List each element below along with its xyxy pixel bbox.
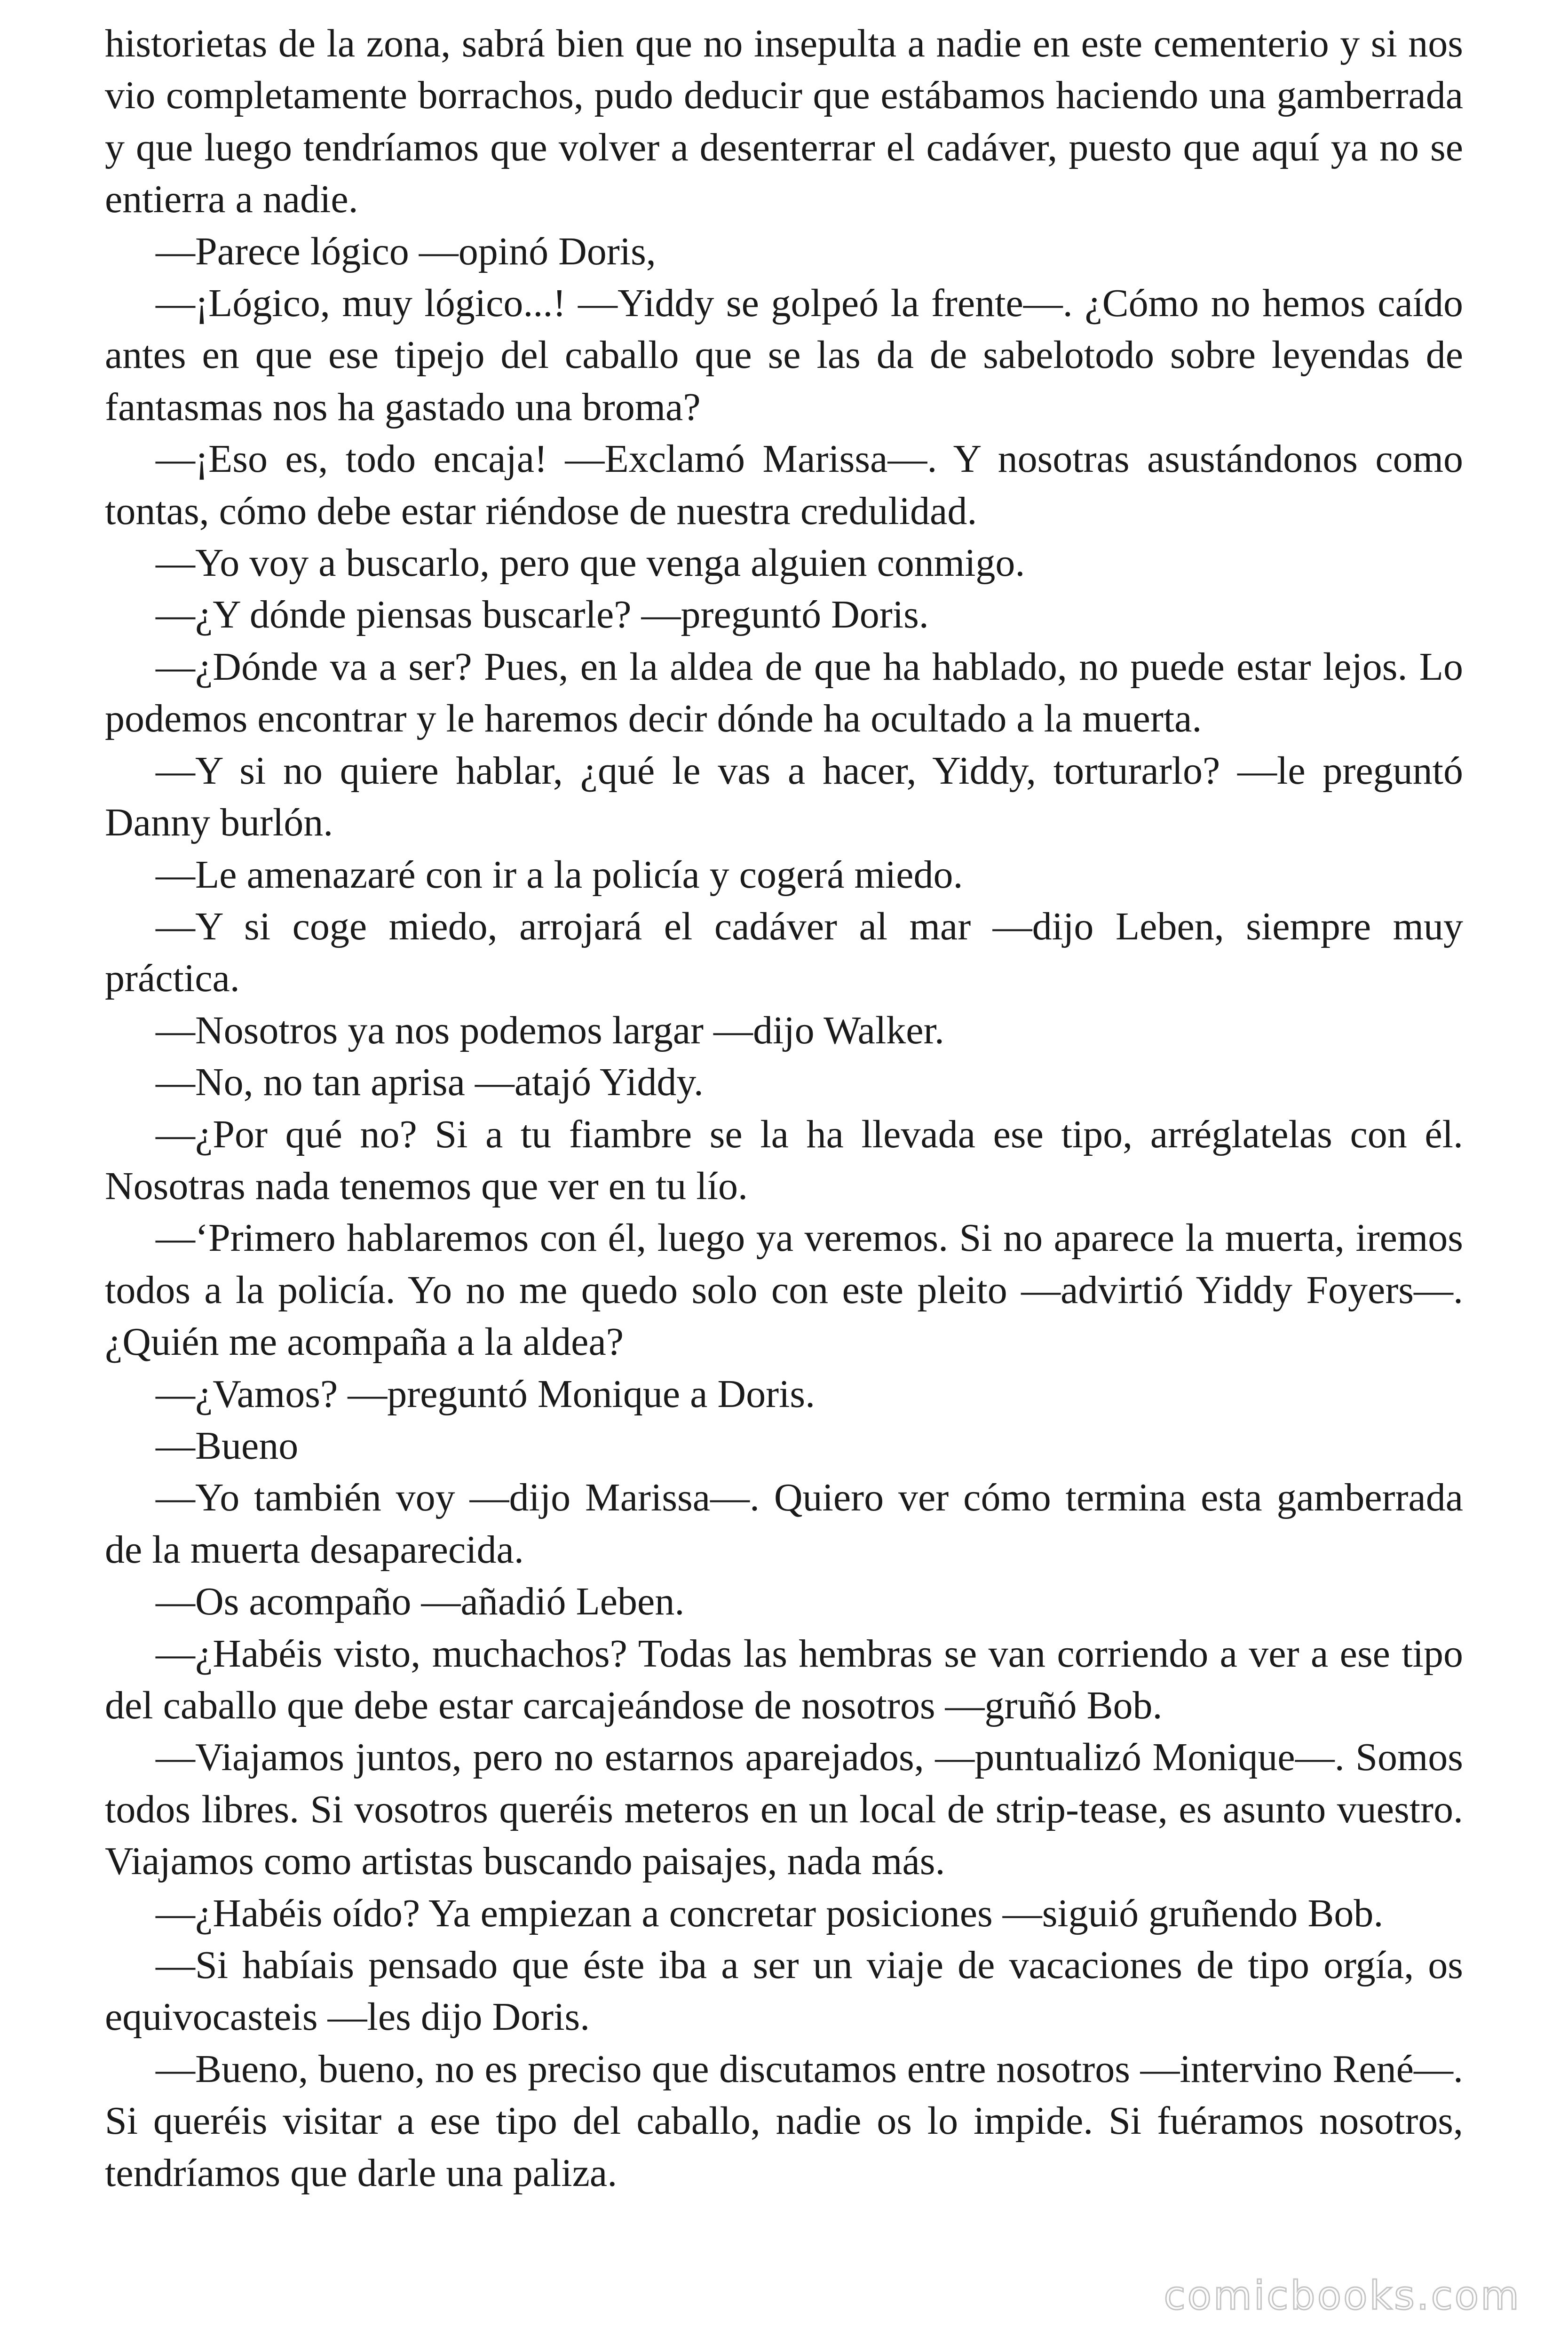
paragraph: —Yo voy a buscarlo, pero que venga alguien conmigo. <box>156 541 1025 585</box>
paragraph: —¿Por qué no? Si a tu fiambre se la ha llevada ese tipo, arréglatelas con él. Nosotras nada tenemos que ver en tu lío. <box>105 1112 1463 1208</box>
paragraph: historietas de la zona, sabrá bien que no insepulta a nadie en este cementerio y si nos vio completamente borrachos, pudo deducir que estábamos haciendo una gamberrada y que luego tendríamos que volver a desenterrar el cadáver, puesto que aquí ya no se entierra a nadie. <box>105 22 1463 222</box>
paragraph: —Y si no quiere hablar, ¿qué le vas a hacer, Yiddy, torturarlo? —le preguntó Danny burlón. <box>105 748 1463 845</box>
paragraph: —Os acompaño —añadió Leben. <box>156 1580 685 1624</box>
paragraph: —Bueno, bueno, no es preciso que discutamos entre nosotros —intervino René—. Si queréis visitar a ese tipo del caballo, nadie os lo impide. Si fuéramos nosotros, tendríamos que darle una paliza. <box>105 2047 1463 2195</box>
paragraph: —Yo también voy —dijo Marissa—. Quiero ver cómo termina esta gamberrada de la muerta desaparecida. <box>105 1476 1463 1572</box>
paragraph: —Le amenazaré con ir a la policía y cogerá miedo. <box>156 852 963 897</box>
paragraph: —¿Habéis oído? Ya empiezan a concretar posiciones —siguió gruñendo Bob. <box>156 1891 1384 1935</box>
paragraph: —No, no tan aprisa —atajó Yiddy. <box>156 1060 704 1104</box>
paragraph: —¿Y dónde piensas buscarle? —preguntó Doris. <box>156 593 929 637</box>
paragraph: —Nosotros ya nos podemos largar —dijo Walker. <box>156 1008 944 1052</box>
paragraph: —¡Eso es, todo encaja! —Exclamó Marissa—. Y nosotras asustándonos como tontas, cómo debe estar riéndose de nuestra credulidad. <box>105 437 1463 533</box>
paragraph: —Viajamos juntos, pero no estarnos aparejados, —puntualizó Monique—. Somos todos libres. Si vosotros queréis meteros en un local de strip-tease, es asunto vuestro. Viajamos como artistas buscando paisajes, nada más. <box>105 1735 1463 1883</box>
paragraph: —¡Lógico, muy lógico...! —Yiddy se golpeó la frente—. ¿Cómo no hemos caído antes en que ese tipejo del caballo que se las da de sabelotodo sobre leyendas de fantasmas nos ha gastado una broma? <box>105 281 1463 429</box>
paragraph: —¿Dónde va a ser? Pues, en la aldea de que ha hablado, no puede estar lejos. Lo podemos encontrar y le haremos decir dónde ha ocultado a la muerta. <box>105 644 1463 741</box>
paragraph: —Si habíais pensado que éste iba a ser un viaje de vacaciones de tipo orgía, os equivocasteis —les dijo Doris. <box>105 1943 1463 2039</box>
paragraph: —Bueno <box>156 1423 299 1468</box>
paragraph: —Parece lógico —opinó Doris, <box>156 229 656 273</box>
paragraph: —‘Primero hablaremos con él, luego ya veremos. Si no aparece la muerta, iremos todos a la policía. Yo no me quedo solo con este pleito —advirtió Yiddy Foyers—. ¿Quién me acompaña a la aldea? <box>105 1216 1463 1364</box>
watermark: comicbooks.com <box>1164 2273 1521 2319</box>
paragraph: —¿Habéis visto, muchachos? Todas las hembras se van corriendo a ver a ese tipo del caballo que debe estar carcajeándose de nosotros —gruñó Bob. <box>105 1631 1463 1727</box>
paragraph: —Y si coge miedo, arrojará el cadáver al mar —dijo Leben, siempre muy práctica. <box>105 904 1463 1001</box>
paragraph: —¿Vamos? —preguntó Monique a Doris. <box>156 1372 816 1416</box>
page-body <box>105 18 1463 2199</box>
